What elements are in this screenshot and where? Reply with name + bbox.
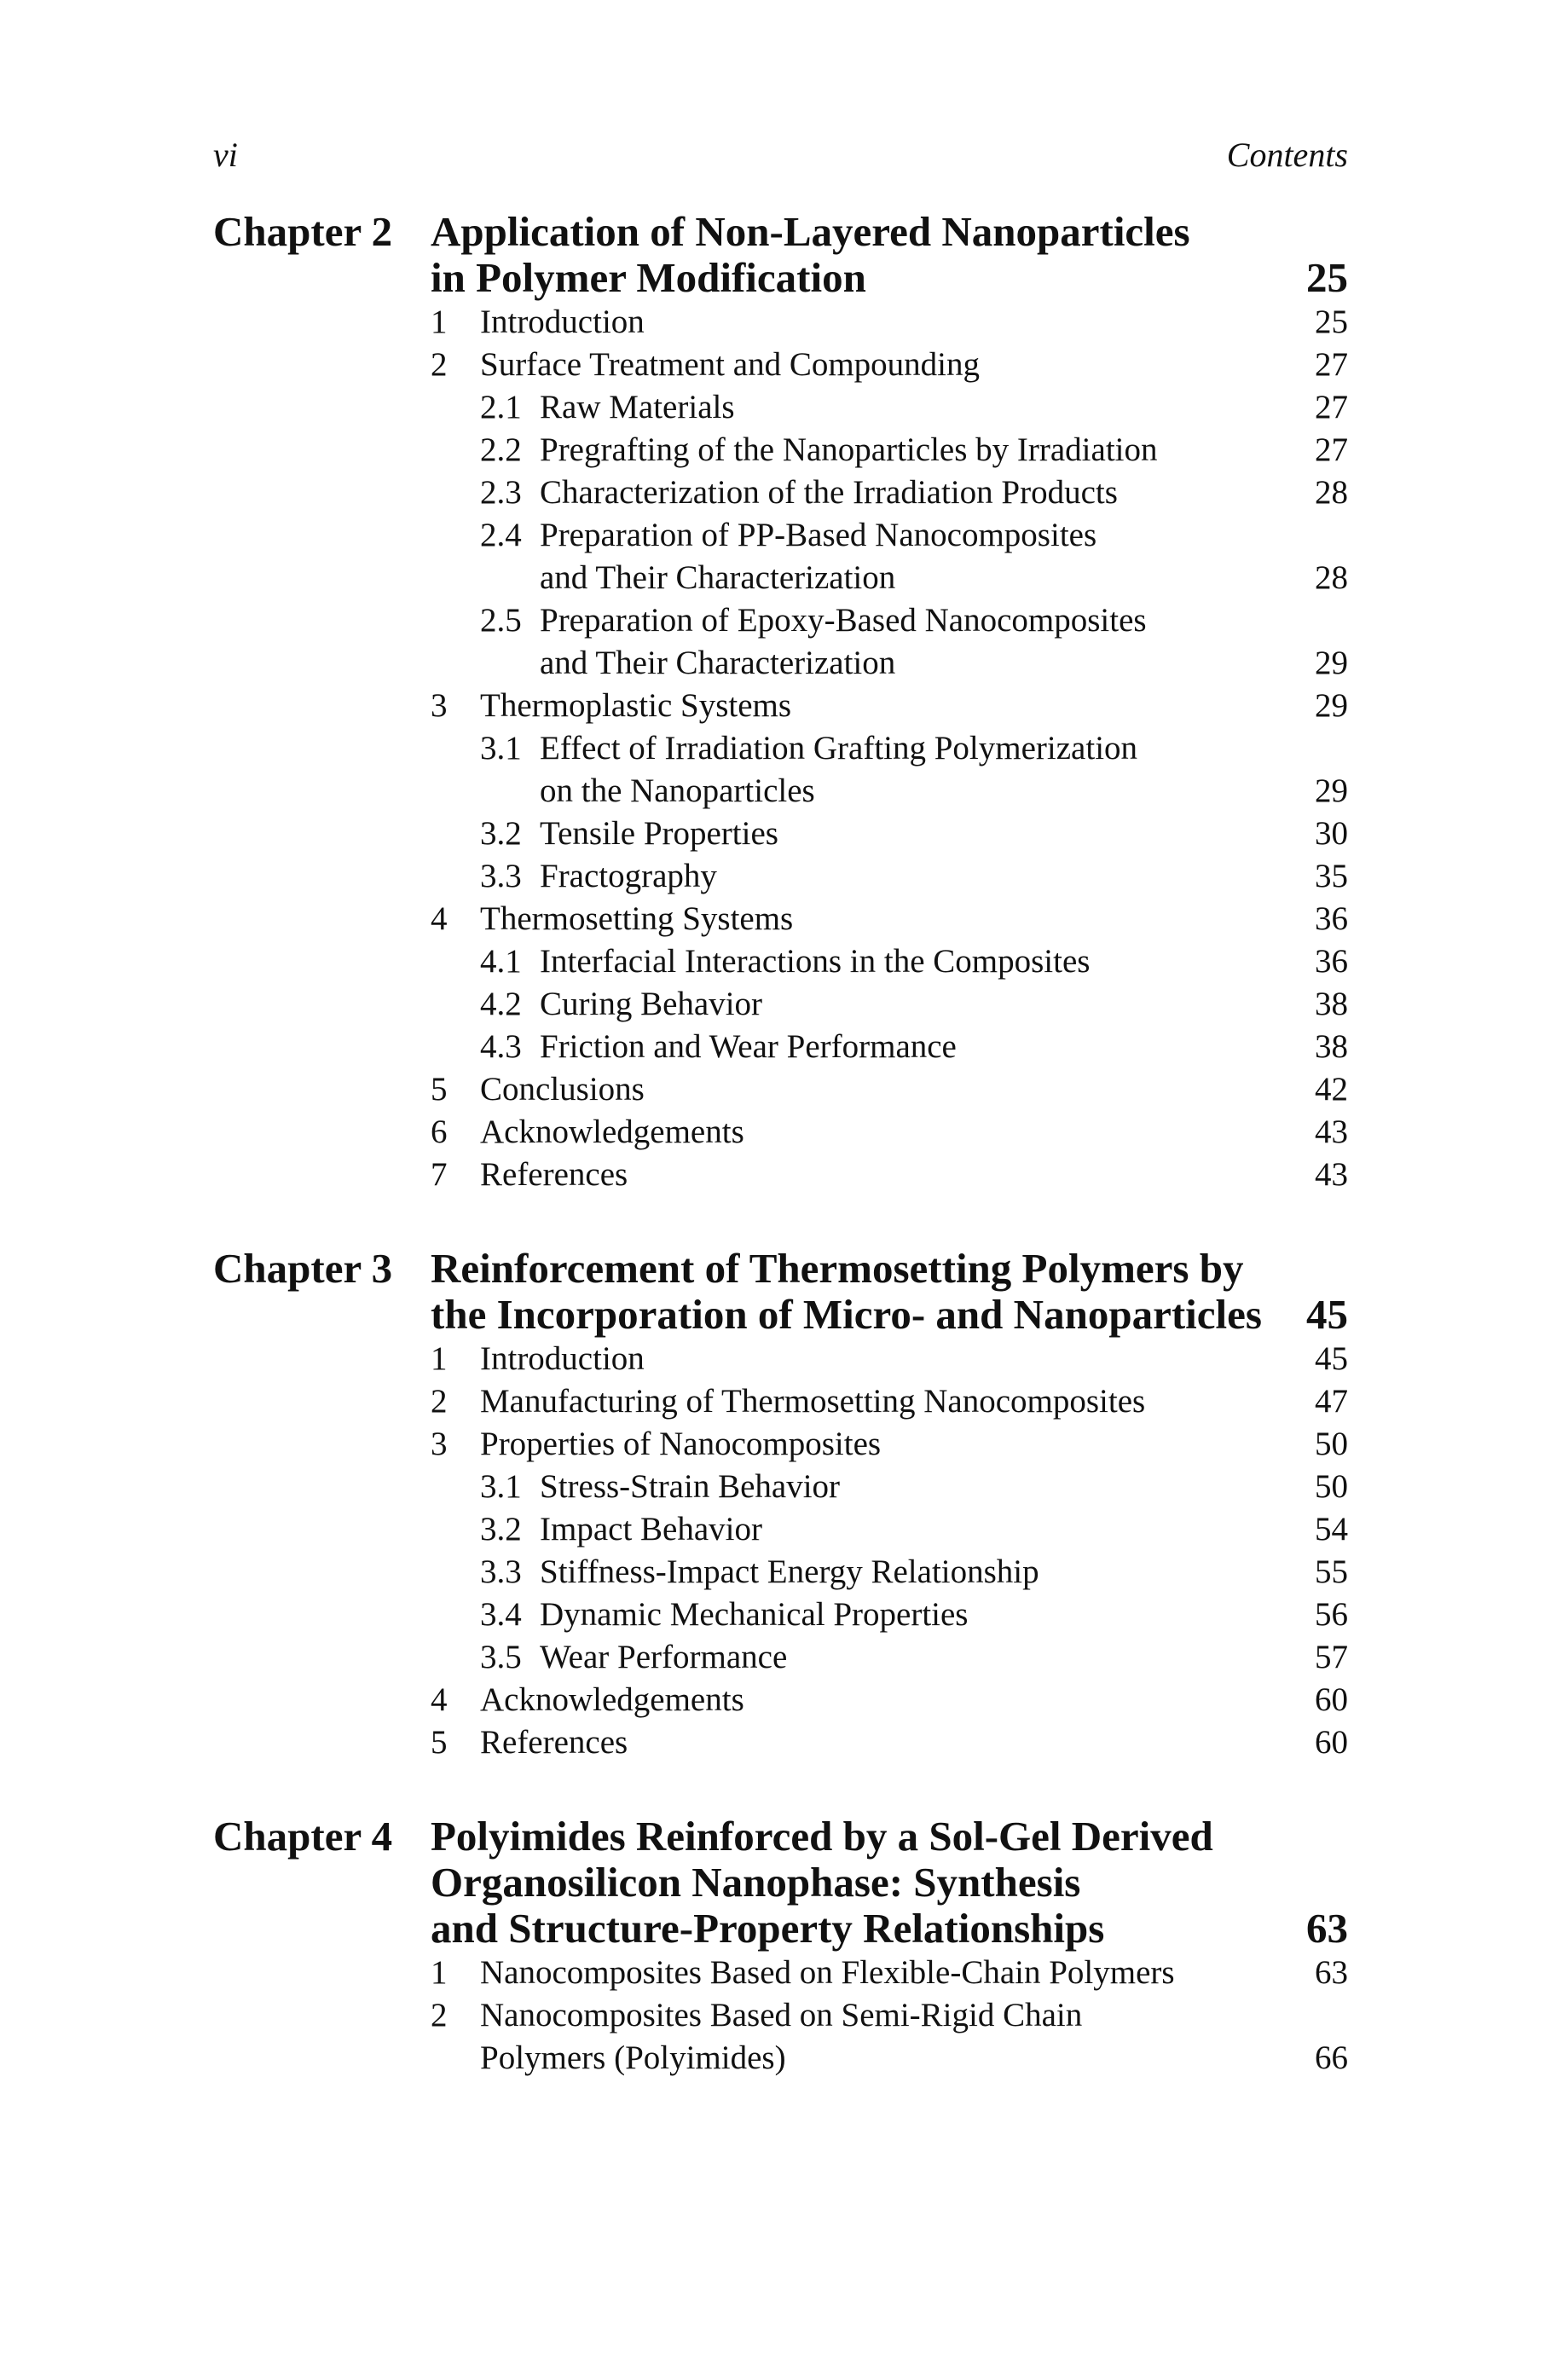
section-page-number: 27 [1315, 431, 1348, 468]
section-number: 1 [431, 1954, 448, 1991]
chapter-label: Chapter 3 [213, 1245, 393, 1292]
section-page-number: 29 [1315, 687, 1348, 724]
toc-section-entry[interactable] [431, 1721, 1348, 1764]
section-number: 2.3 [480, 474, 522, 511]
chapter-title-text: Reinforcement of Thermosetting Polymers by [431, 1245, 1244, 1292]
section-title: Nanocomposites Based on Flexible-Chain Polymers [480, 1954, 1175, 1991]
section-number: 1 [431, 304, 448, 340]
chapter-label: Chapter 2 [213, 208, 393, 255]
section-number: 3.4 [480, 1596, 522, 1633]
section-page-number: 55 [1315, 1553, 1348, 1590]
section-title: Tensile Properties [540, 815, 778, 852]
section-number: 1 [431, 1340, 448, 1377]
chapter-block [213, 1814, 1348, 2080]
section-title-continued: on the Nanoparticles [540, 772, 815, 809]
section-number: 2.5 [480, 602, 522, 639]
toc-entry-continuation[interactable] [480, 642, 1348, 685]
chapter-block [213, 1246, 1348, 1764]
section-page-number: 57 [1315, 1639, 1348, 1675]
chapter-title-line [431, 1906, 1348, 1952]
section-title: Acknowledgements [480, 1114, 744, 1150]
toc-subsection-entry[interactable] [480, 727, 1348, 770]
toc-section-entry[interactable] [431, 1068, 1348, 1111]
section-page-number: 63 [1315, 1954, 1348, 1991]
section-number: 2.2 [480, 431, 522, 468]
section-title-continued: Polymers (Polyimides) [480, 2039, 786, 2076]
toc-subsection-entry[interactable] [480, 1466, 1348, 1508]
chapter-page-number: 25 [1306, 254, 1348, 301]
toc-section-entry[interactable] [431, 344, 1348, 386]
section-title: Thermosetting Systems [480, 900, 794, 937]
section-number: 3.5 [480, 1639, 522, 1675]
toc-section-entry[interactable] [431, 301, 1348, 344]
toc-section-entry[interactable] [431, 1338, 1348, 1380]
section-page-number: 38 [1315, 1028, 1348, 1065]
section-page-number: 30 [1315, 815, 1348, 852]
section-page-number: 47 [1315, 1383, 1348, 1420]
section-title: Raw Materials [540, 389, 735, 425]
toc-section-entry[interactable] [431, 1111, 1348, 1154]
section-title: References [480, 1156, 628, 1193]
toc-subsection-entry[interactable] [480, 1026, 1348, 1068]
chapter-page-number: 63 [1306, 1905, 1348, 1952]
section-title: Impact Behavior [540, 1511, 762, 1547]
toc-subsection-entry[interactable] [480, 471, 1348, 514]
section-number: 3.1 [480, 1468, 522, 1505]
section-title: Properties of Nanocomposites [480, 1426, 882, 1462]
section-title-continued: and Their Characterization [540, 645, 896, 681]
chapter-label: Chapter 4 [213, 1813, 393, 1860]
section-title: Acknowledgements [480, 1681, 744, 1718]
toc-entry-continuation[interactable] [480, 770, 1348, 813]
chapter-title-text: in Polymer Modification [431, 254, 866, 301]
section-number: 5 [431, 1724, 448, 1761]
section-number: 4.3 [480, 1028, 522, 1065]
section-number: 4.2 [480, 986, 522, 1022]
toc-subsection-entry[interactable] [480, 514, 1348, 557]
toc-subsection-entry[interactable] [480, 599, 1348, 642]
chapter-title-line [431, 255, 1348, 301]
section-title: Introduction [480, 304, 645, 340]
section-title: Interfacial Interactions in the Composites [540, 943, 1091, 980]
section-number: 6 [431, 1114, 448, 1150]
toc-section-entry[interactable] [431, 1994, 1348, 2037]
section-title: Nanocomposites Based on Semi-Rigid Chain [480, 1997, 1083, 2033]
section-title: Characterization of the Irradiation Products [540, 474, 1118, 511]
chapter-title-text: Organosilicon Nanophase: Synthesis [431, 1859, 1081, 1906]
chapter-title-line [431, 1246, 1348, 1292]
toc-subsection-entry[interactable] [480, 1508, 1348, 1551]
section-number: 2 [431, 1997, 448, 2033]
section-title: Introduction [480, 1340, 645, 1377]
section-number: 2 [431, 1383, 448, 1420]
toc-subsection-entry[interactable] [480, 1551, 1348, 1594]
section-page-number: 28 [1315, 559, 1348, 596]
toc-section-entry[interactable] [431, 1423, 1348, 1466]
section-number: 4 [431, 900, 448, 937]
chapter-title-text: Application of Non-Layered Nanoparticles [431, 208, 1190, 255]
section-number: 3.2 [480, 815, 522, 852]
chapter-title-text: the Incorporation of Micro- and Nanoparticles [431, 1291, 1262, 1338]
section-title: Preparation of Epoxy-Based Nanocomposites [540, 602, 1147, 639]
section-number: 3.3 [480, 1553, 522, 1590]
section-title: Dynamic Mechanical Properties [540, 1596, 969, 1633]
toc-section-entry[interactable] [431, 1679, 1348, 1721]
section-page-number: 43 [1315, 1156, 1348, 1193]
table-of-contents [213, 209, 1348, 2080]
toc-subsection-entry[interactable] [480, 983, 1348, 1026]
section-page-number: 29 [1315, 645, 1348, 681]
section-title: Pregrafting of the Nanoparticles by Irradiation [540, 431, 1158, 468]
running-head-section: Contents [1226, 136, 1348, 174]
section-number: 3 [431, 687, 448, 724]
section-title: Wear Performance [540, 1639, 788, 1675]
section-page-number: 38 [1315, 986, 1348, 1022]
toc-section-entry[interactable] [431, 1154, 1348, 1196]
section-title: Effect of Irradiation Grafting Polymerization [540, 730, 1138, 766]
toc-subsection-entry[interactable] [480, 1636, 1348, 1679]
toc-subsection-entry[interactable] [480, 429, 1348, 471]
section-number: 3.3 [480, 858, 522, 894]
toc-subsection-entry[interactable] [480, 386, 1348, 429]
toc-subsection-entry[interactable] [480, 855, 1348, 898]
toc-entry-continuation[interactable] [480, 557, 1348, 599]
chapter-block [213, 209, 1348, 1196]
chapter-title-line [431, 209, 1348, 255]
section-title: Surface Treatment and Compounding [480, 346, 981, 383]
section-page-number: 60 [1315, 1681, 1348, 1718]
section-number: 3.1 [480, 730, 522, 766]
chapter-page-number: 45 [1306, 1291, 1348, 1338]
section-page-number: 25 [1315, 304, 1348, 340]
section-number: 2.4 [480, 517, 522, 553]
toc-section-entry[interactable] [431, 898, 1348, 940]
section-title: Stiffness-Impact Energy Relationship [540, 1553, 1039, 1590]
section-page-number: 28 [1315, 474, 1348, 511]
section-number: 4 [431, 1681, 448, 1718]
toc-subsection-entry[interactable] [480, 813, 1348, 855]
section-number: 2 [431, 346, 448, 383]
section-title: References [480, 1724, 628, 1761]
chapter-title-line [431, 1860, 1348, 1906]
section-title: Fractography [540, 858, 717, 894]
section-page-number: 36 [1315, 900, 1348, 937]
section-number: 5 [431, 1071, 448, 1108]
toc-section-entry[interactable] [431, 1380, 1348, 1423]
section-number: 3 [431, 1426, 448, 1462]
toc-subsection-entry[interactable] [480, 1594, 1348, 1636]
section-page-number: 60 [1315, 1724, 1348, 1761]
section-page-number: 50 [1315, 1468, 1348, 1505]
section-title: Curing Behavior [540, 986, 763, 1022]
toc-section-entry[interactable] [431, 1952, 1348, 1994]
section-page-number: 29 [1315, 772, 1348, 809]
section-title: Preparation of PP-Based Nanocomposites [540, 517, 1097, 553]
section-page-number: 45 [1315, 1340, 1348, 1377]
toc-subsection-entry[interactable] [480, 940, 1348, 983]
section-page-number: 27 [1315, 346, 1348, 383]
toc-entry-continuation[interactable] [431, 2037, 1348, 2080]
section-page-number: 35 [1315, 858, 1348, 894]
section-page-number: 56 [1315, 1596, 1348, 1633]
section-number: 7 [431, 1156, 448, 1193]
running-head-page-number: vi [213, 136, 238, 174]
section-title-continued: and Their Characterization [540, 559, 896, 596]
section-number: 4.1 [480, 943, 522, 980]
section-number: 2.1 [480, 389, 522, 425]
section-title: Friction and Wear Performance [540, 1028, 957, 1065]
section-title: Thermoplastic Systems [480, 687, 792, 724]
section-title: Stress-Strain Behavior [540, 1468, 841, 1505]
section-page-number: 36 [1315, 943, 1348, 980]
section-page-number: 43 [1315, 1114, 1348, 1150]
section-number: 3.2 [480, 1511, 522, 1547]
section-page-number: 50 [1315, 1426, 1348, 1462]
chapter-title-line [431, 1814, 1348, 1860]
section-page-number: 66 [1315, 2039, 1348, 2076]
section-title: Manufacturing of Thermosetting Nanocomposites [480, 1383, 1146, 1420]
chapter-title-text: and Structure-Property Relationships [431, 1905, 1105, 1952]
section-page-number: 27 [1315, 389, 1348, 425]
chapter-title-line [431, 1292, 1348, 1338]
section-title: Conclusions [480, 1071, 645, 1108]
section-page-number: 42 [1315, 1071, 1348, 1108]
toc-section-entry[interactable] [431, 685, 1348, 727]
section-page-number: 54 [1315, 1511, 1348, 1547]
chapter-title-text: Polyimides Reinforced by a Sol-Gel Derived [431, 1813, 1213, 1860]
